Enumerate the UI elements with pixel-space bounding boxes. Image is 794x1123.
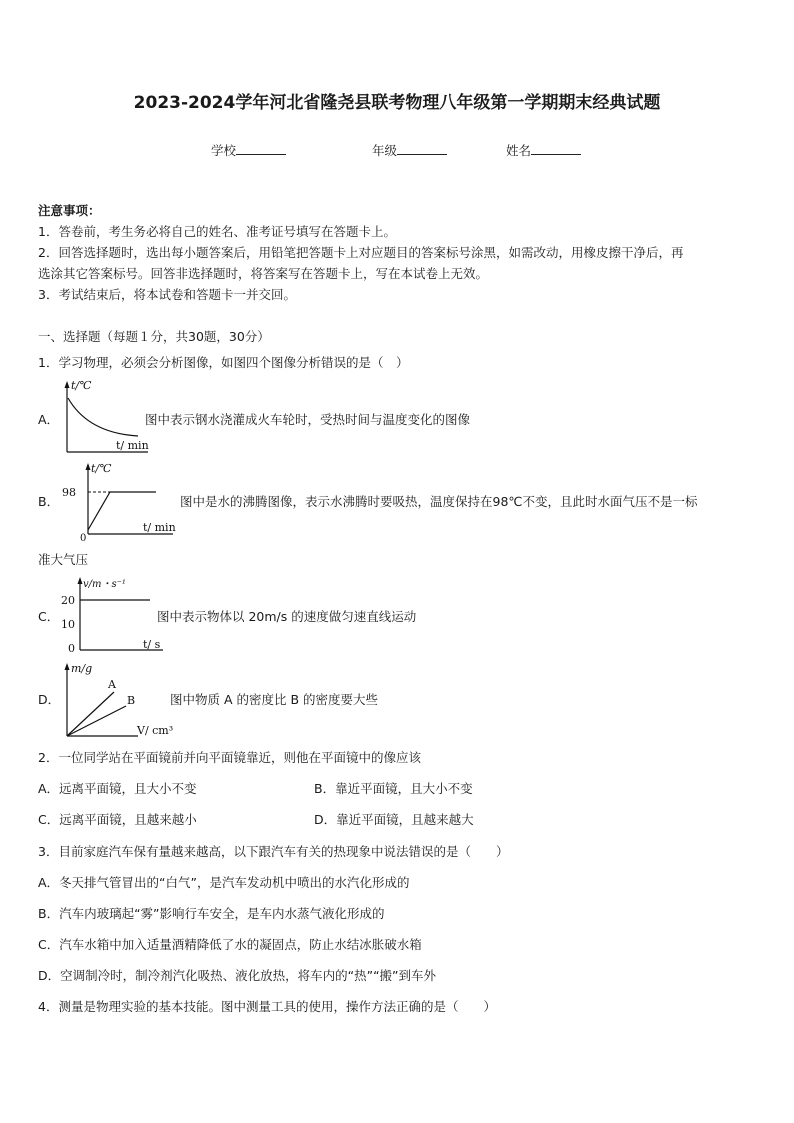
y-axis-label: t/℃ [71, 379, 92, 392]
x-axis-label: t/ min [116, 439, 149, 452]
q1-graph-a [58, 378, 153, 454]
q2-option-d: D．靠近平面镜，且越来越大 [314, 812, 474, 827]
y-tick-20: 20 [61, 594, 75, 607]
q1-option-b-text: 图中是水的沸腾图像，表示水沸腾时要吸热，温度保持在98℃不变，且此时水面气压不是一标 [180, 494, 698, 509]
grade-label: 年级 [372, 143, 398, 158]
q1-option-d-text: 图中物质 A 的密度比 B 的密度要大些 [170, 692, 379, 707]
q1-graph-c [58, 574, 168, 654]
line-b [67, 706, 126, 736]
y-tick-10: 10 [61, 618, 75, 631]
section-heading: 一、选择题（每题１分，共30题，30分） [38, 329, 270, 344]
q2-option-c: C．远离平面镜，且越来越小 [38, 812, 197, 827]
question-4-stem: 4．测量是物理实验的基本技能。图中测量工具的使用，操作方法正确的是（ ） [38, 999, 496, 1014]
name-field [506, 141, 581, 159]
grade-blank [397, 142, 447, 155]
x-axis-label: t/ s [143, 638, 161, 651]
y-axis-label: v/m・s⁻¹ [83, 579, 126, 590]
y-axis-arrow [86, 463, 91, 470]
q1-option-c-label: C． [38, 609, 60, 624]
y-tick-98: 98 [62, 486, 76, 499]
notes-heading: 注意事项： [38, 203, 101, 218]
q2-option-a: A．远离平面镜，且大小不变 [38, 781, 197, 796]
q3-option-c: C．汽车水箱中加入适量酒精降低了水的凝固点，防止水结冰胀破水箱 [38, 937, 422, 952]
line-a [67, 692, 114, 736]
y-tick-0: 0 [68, 642, 75, 654]
q1-option-b-text-cont: 准大气压 [38, 552, 89, 567]
q1-option-a-text: 图中表示钢水浇灌成火车轮时，受热时间与温度变化的图像 [145, 412, 471, 427]
note-item: 3．考试结束后，将本试卷和答题卡一并交回。 [38, 287, 296, 302]
note-item: 2．回答选择题时，选出每小题答案后，用铅笔把答题卡上对应题目的答案标号涂黑，如需改动，用橡皮擦干净后，再 [38, 245, 684, 260]
question-2-stem: 2．一位同学站在平面镜前并向平面镜靠近，则他在平面镜中的像应该 [38, 750, 421, 765]
y-axis-label: m/g [71, 662, 93, 675]
line-a-label: A [108, 678, 116, 691]
q3-option-d: D．空调制冷时，制冷剂汽化吸热、液化放热，将车内的“热”“搬”到车外 [38, 968, 437, 983]
school-label: 学校 [211, 143, 237, 158]
y-axis-arrow [65, 663, 70, 670]
exam-title: 2023-2024学年河北省隆尧县联考物理八年级第一学期期末经典试题 [133, 93, 661, 113]
grade-field [372, 141, 447, 159]
x-axis-label: t/ min [143, 521, 176, 534]
note-item: 选涂其它答案标号。回答非选择题时，将答案写在答题卡上，写在本试卷上无效。 [38, 266, 489, 281]
question-3-stem: 3．目前家庭汽车保有量越来越高，以下跟汽车有关的热现象中说法错误的是（ ） [38, 844, 509, 859]
q3-option-b: B．汽车内玻璃起“雾”影响行车安全，是车内水蒸气液化形成的 [38, 906, 385, 921]
origin-label: 0 [80, 533, 87, 542]
note-item: 1．答卷前，考生务必将自己的姓名、准考证号填写在答题卡上。 [38, 224, 396, 239]
q1-graph-b [58, 460, 178, 542]
q2-option-b: B．靠近平面镜，且大小不变 [314, 781, 473, 796]
cooling-curve [68, 398, 138, 436]
q1-option-a-label: A． [38, 412, 60, 427]
q1-option-d-label: D． [38, 692, 61, 707]
line-b-label: B [127, 694, 136, 707]
x-axis-label: V/ cm³ [137, 724, 173, 737]
question-1-stem: 1．学习物理，必须会分析图像，如图四个图像分析错误的是（ ） [38, 355, 409, 370]
school-blank [236, 142, 286, 155]
q1-graph-d [58, 660, 173, 740]
q1-option-b-label: B． [38, 494, 60, 509]
y-axis-label: t/℃ [91, 462, 112, 475]
name-label: 姓名 [506, 143, 532, 158]
q3-option-a: A．冬天排气管冒出的“白气”，是汽车发动机中喷出的水汽化形成的 [38, 875, 410, 890]
school-field [211, 141, 286, 159]
q1-option-c-text: 图中表示物体以 20m/s 的速度做匀速直线运动 [157, 609, 417, 624]
y-axis-arrow [65, 381, 70, 388]
name-blank [531, 142, 581, 155]
y-axis-arrow [78, 577, 83, 584]
